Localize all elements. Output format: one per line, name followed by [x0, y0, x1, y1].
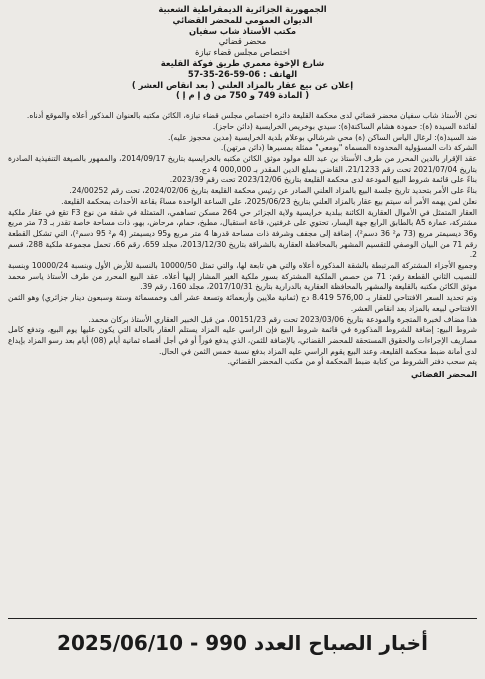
paragraph: بناءً على قائمة شروط البيع المودعة لدى محكمة القليعة بتاريخ 2023/12/06 تحت رقم 2023/39.: [169, 175, 477, 185]
office-phone: الهاتف : 06-59-26-35-57: [187, 68, 298, 79]
paragraph: العقار المتمثل في الأموال العقارية الكائنة ببلدية خرايسية ولاية الجزائر حي 264 مسكن تساهمي، المتمثلة في شقة من نوع F3 تقع في عقار ملكية مشتركة، عمارة A5 بالطابق الرابع جهة اليسار، تحتوي على غرفتين، قاعة استقبال، مطبخ، حمام، مرحاض، بهو، ذات مساحة خاصة تقدر بـ 73 متر مربع و36 ديسيمتر مربع (73 م² 36 دسم²)، إضافة إلى مجفف وشرفة ذات مساحة قدرها 4 متر مربع و95 ديسيمتر (4 م² 95 دسم²)، التي تشكل القطعة رقم 71 من البيان الوصفي للتقسيم المشهر بالمحافظة العقارية بالشراقة بتاريخ 2013/12/30، مجلد 659، رقم 66، تحمل مجموعة ملكية 288، قسم 2.: [8, 207, 478, 260]
paragraph: بناءً على الأمر بتحديد تاريخ جلسة البيع بالمزاد العلني الصادر عن رئيس محكمة القليعة بتاريخ 2024/02/06، تحت رقم 24/00252.: [69, 186, 477, 196]
paragraph: هذا مضاف لخبرة المتجرة والمودعة بتاريخ 2023/03/06 تحت رقم 00151/23، من قبل الخبير العقاري الأستاذ بركان محمد.: [88, 314, 477, 324]
office-title: الديوان العمومي للمحضر القضائي: [172, 14, 313, 25]
footer-divider: [8, 618, 477, 619]
paragraph: عقد الإقرار بالدين المحرر من طرف الأستاذ بن عبد الله مولود موثق الكائن مكتبه بالخرايسية بتاريخ 2014/09/17، والممهور بالصيغة التنفيذية الصادرة بتاريخ 2021/07/04 تحت رقم 21/1233، القاضي بمبلغ الدين المقدر بـ 000,000 4 دج.: [8, 153, 477, 174]
paragraph: ضد السيد(ة): لرغال الياس الساكن (ة) محي شرشالي بوعلام بلدية الخرايسية (مدين محجوز عليه).: [168, 132, 477, 142]
paragraph: نعلن لمن يهمه الأمر أنه سيتم بيع عقار بالمزاد العلني بتاريخ 2025/06/23، على الساعة الواحدة مساءً بقاعة الأحداث بمحكمة القليعة.: [61, 196, 477, 206]
bailiff-office: مكتب الأستاذ شاب سفيان: [188, 25, 297, 36]
notice-body: [8, 111, 477, 368]
paragraph: وتم تحديد السعر الافتتاحي للعقار بـ 576,00 8.419 دج (ثمانية ملايين وأربعمائة وتسعة عشر ألف وخمسمائة وستة وسبعون دينار جزائري) وهو الثمن الافتتاحي لبيعه بالمزاد بعد انقاص العشر.: [8, 293, 477, 313]
notice-title: إعلان عن بيع عقار بالمزاد العلني ( بعد انقاص العشر ): [131, 79, 354, 90]
office-address: شارع الإخوة معمري طريق فوكة القليعة: [160, 57, 325, 68]
bailiff-role: محضر قضائي: [218, 36, 267, 47]
paragraph: نحن الأستاذ شاب سفيان محضر قضائي لدى محكمة القليعة دائرة اختصاص مجلس قضاء تبازة، الكائن مكتبه بالعنوان المذكور أعلاه والموقع أدناه.: [26, 111, 477, 121]
legal-articles: ( المادة 749 و 750 من ق إ م إ ): [175, 90, 310, 101]
paragraph: وجميع الأجزاء المشتركة المرتبطة بالشقة المذكورة أعلاه والتي هي تابعة لها، والتي تمثل 10000/50 بالنسبة للأرض الأول وبنسبة 10000/24 وبنسبة للنصيب الثاني القطعة رقم: 71 من حصص الملكية المشتركة بسور ملكية الغير المشار إليها أعلاه. عقد البيع المحرر من طرف الأستاذ ياسر محمد موثق الكائن مكتبه بالقليعة والمشهر بالمحافظة العقارية بالدرارية بتاريخ 2017/10/31، مجلد 160، رقم 39.: [8, 261, 478, 292]
republic-title: الجمهورية الجزائرية الديمقراطية الشعبية: [158, 4, 327, 14]
jurisdiction: اختصاص مجلس قضاء تبازة: [195, 47, 290, 58]
paragraph: يتم سحب دفتر الشروط من كتابة ضبط المحكمة أو من مكتب المحضر القضائي.: [227, 357, 477, 367]
newspaper-footer: أخبار الصباح العدد 990 - 2025/06/10: [57, 631, 428, 655]
paragraph: الشركة ذات المسؤولية المحدودة المسماة "بومعي" ممثلة بمسيرها (دائن مرتهن).: [220, 143, 477, 153]
notice-header: [8, 4, 477, 101]
paragraph: شروط البيع: إضافة للشروط المذكورة في قائمة شروط البيع فإن الراسي عليه المزاد يستلم العقار بالحالة التي يكون عليها يوم البيع، وتدفع كامل مصاريف الإجراءات والحقوق المستحقة للمحضر القضائي، بالإضافة للثمن، الذي يدفع فوراً أو في أجل أقصاه ثمانية أيام (08) أيام بعد رسو المزاد بإيداع لدى أمانة ضبط محكمة القليعة، وعند البيع يقوم الراسي عليه المزاد بدفع نسبة خمس الثمن في الحال.: [8, 325, 477, 356]
paragraph: لفائدة السيدة (ة): حمودة هشام الساكنة(ة): سيدي بوخريص الخرايسية (دائن حاجز).: [212, 121, 477, 131]
signature: المحضر القضائي: [410, 370, 477, 380]
